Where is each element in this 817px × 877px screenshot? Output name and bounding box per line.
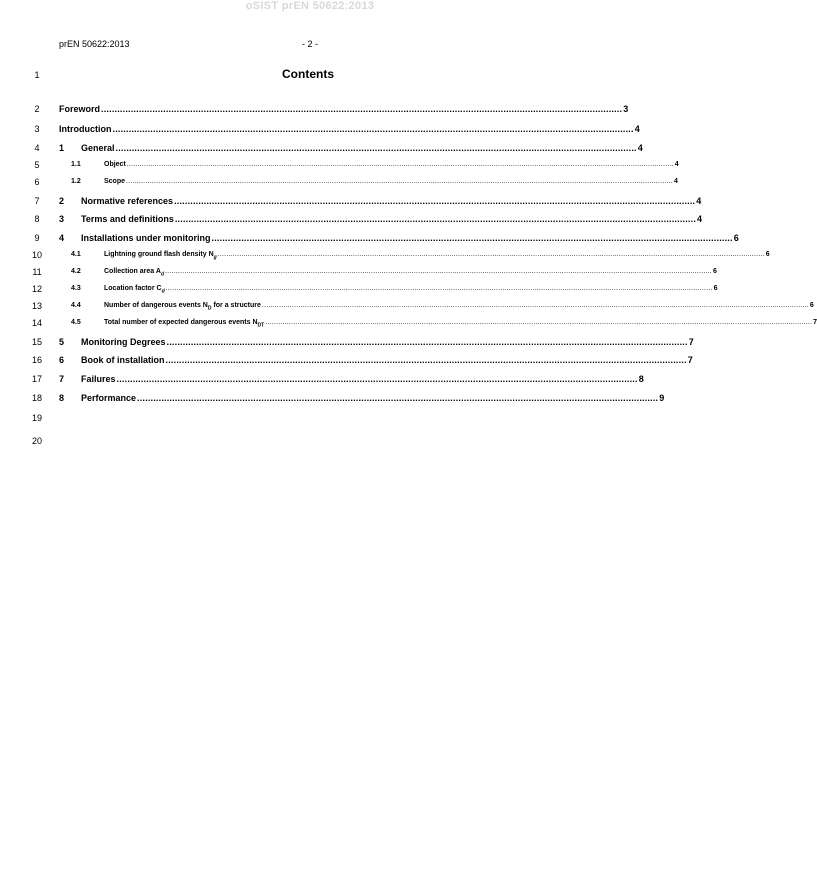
toc-entry-subscript: D — [207, 305, 212, 312]
toc-entry-page: 6 — [712, 268, 717, 275]
toc-entry-title: Scope — [104, 178, 126, 185]
toc-entry-page: 4 — [696, 196, 702, 206]
page-number: - 2 - — [301, 39, 318, 49]
toc-entry-introduction[interactable] — [59, 124, 640, 134]
toc-entry-collection-area[interactable] — [71, 268, 717, 278]
line-number: 10 — [31, 250, 42, 260]
toc-leader: ............................................................................................................................................................................................................................................................... — [126, 161, 674, 168]
toc-entry-book-of-installation[interactable] — [59, 355, 693, 365]
toc-entry-number: 3 — [59, 214, 65, 224]
toc-entry-page: 4 — [674, 161, 679, 168]
toc-entry-title: Failures — [81, 374, 116, 384]
toc-entry-subscript: d — [161, 288, 165, 295]
toc-entry-number: 1.1 — [71, 161, 81, 168]
document-id: prEN 50622:2013 — [59, 39, 130, 49]
toc-leader: ................................................................................................................................................................................................. — [112, 124, 634, 134]
toc-entry-title: Number of dangerous events $N_D$ for a structure — [104, 302, 261, 312]
toc-entry-title: Book of installation — [81, 355, 165, 365]
line-number: 1 — [34, 70, 40, 80]
line-number: 6 — [34, 177, 40, 187]
toc-leader: ................................................................................................................................................................................................. — [115, 143, 637, 153]
line-number: 2 — [34, 104, 40, 114]
toc-entry-page: 7 — [688, 337, 694, 347]
line-number: 14 — [31, 318, 42, 328]
line-number: 8 — [34, 214, 40, 224]
toc-leader: ................................................................................................................................................................................................. — [174, 214, 697, 224]
toc-entry-number: 4.1 — [71, 251, 81, 258]
toc-entry-title: Installations under monitoring — [81, 233, 211, 243]
toc-entry-title: Introduction — [59, 124, 112, 134]
toc-entry-number: 4 — [59, 233, 65, 243]
toc-entry-title: Location factor $C_d$ — [104, 285, 165, 295]
toc-leader: ................................................................................................................................................................................................. — [166, 337, 688, 347]
toc-entry-object[interactable] — [71, 161, 679, 168]
toc-leader: ................................................................................................................................................................................................. — [211, 233, 733, 243]
line-number: 11 — [32, 267, 42, 277]
toc-entry-page: 8 — [638, 374, 644, 384]
toc-entry-page: 4 — [637, 143, 643, 153]
toc-entry-total-expected-dangerous-events[interactable] — [71, 319, 817, 329]
toc-entry-number: 1 — [59, 143, 65, 153]
toc-entry-page: 7 — [687, 355, 693, 365]
toc-leader: ............................................................................................................................................................................................................................................................... — [126, 178, 673, 185]
toc-entry-title: Foreword — [59, 104, 101, 114]
toc-leader: ................................................................................................................................................................................................. — [174, 196, 696, 206]
toc-entry-number: 1.2 — [71, 178, 81, 185]
toc-entry-subscript: g — [213, 254, 217, 261]
watermark: oSIST prEN 50622:2013 — [245, 0, 375, 12]
toc-entry-number: 7 — [59, 374, 65, 384]
toc-entry-location-factor[interactable] — [71, 285, 718, 295]
toc-entry-page: 3 — [623, 104, 629, 114]
toc-entry-performance[interactable] — [59, 393, 665, 403]
line-number: 15 — [31, 337, 42, 347]
toc-entry-page: 6 — [765, 251, 770, 258]
toc-entry-number: 8 — [59, 393, 65, 403]
toc-leader: ............................................................................................................................................................................................................................................................... — [265, 319, 813, 326]
toc-entry-page: 4 — [697, 214, 703, 224]
toc-entry-page: 6 — [809, 302, 814, 309]
toc-leader: ................................................................................................................................................................................................. — [101, 104, 623, 114]
page-title: Contents — [282, 67, 334, 81]
toc-entry-subscript: DT — [257, 322, 265, 329]
toc-entry-scope[interactable] — [71, 178, 678, 185]
toc-entry-page: 7 — [813, 319, 817, 326]
line-number: 3 — [34, 124, 40, 134]
toc-entry-title: Terms and definitions — [81, 214, 174, 224]
line-number: 12 — [31, 284, 42, 294]
toc-entry-title: Total number of expected dangerous events $N_{DT}$ — [104, 319, 265, 329]
line-number: 16 — [31, 355, 42, 365]
toc-entry-normative-references[interactable] — [59, 196, 702, 206]
toc-entry-number: 2 — [59, 196, 65, 206]
toc-entry-page: 6 — [713, 285, 718, 292]
toc-entry-number: 6 — [59, 355, 65, 365]
toc-leader: ............................................................................................................................................................................................................................................................... — [165, 268, 712, 275]
toc-entry-number: 4.2 — [71, 268, 81, 275]
toc-entry-monitoring-degrees[interactable] — [59, 337, 694, 347]
toc-entry-number: 4.4 — [71, 302, 81, 309]
line-number: 19 — [31, 413, 42, 423]
toc-entry-title: Collection area $A_d$ — [104, 268, 165, 278]
line-number: 7 — [34, 196, 40, 206]
toc-entry-subscript: d — [160, 271, 165, 278]
toc-entry-general[interactable] — [59, 143, 643, 153]
toc-entry-page: 4 — [634, 124, 640, 134]
toc-entry-failures[interactable] — [59, 374, 644, 384]
toc-entry-page: 9 — [659, 393, 665, 403]
toc-entry-number-of-dangerous-events[interactable] — [71, 302, 814, 312]
line-number: 13 — [31, 301, 42, 311]
line-number: 18 — [31, 393, 42, 403]
line-number: 5 — [34, 160, 40, 170]
toc-entry-title: General — [81, 143, 115, 153]
toc-leader: ............................................................................................................................................................................................................................................................... — [217, 251, 765, 258]
toc-entry-page: 6 — [733, 233, 739, 243]
toc-entry-lightning-ground-flash-density[interactable] — [71, 251, 770, 261]
toc-entry-number: 5 — [59, 337, 65, 347]
line-number: 9 — [34, 233, 40, 243]
toc-leader: ................................................................................................................................................................................................. — [116, 374, 638, 384]
line-number: 17 — [31, 374, 42, 384]
toc-entry-terms-and-definitions[interactable] — [59, 214, 703, 224]
toc-entry-foreword[interactable] — [59, 104, 629, 114]
line-number: 20 — [31, 436, 42, 446]
toc-entry-title: Object — [104, 161, 126, 168]
toc-entry-title: Normative references — [81, 196, 174, 206]
toc-entry-number: 4.5 — [71, 319, 81, 326]
toc-leader: ................................................................................................................................................................................................. — [137, 393, 659, 403]
toc-entry-installations-under-monitoring[interactable] — [59, 233, 739, 243]
toc-entry-title: Monitoring Degrees — [81, 337, 166, 347]
toc-leader: ................................................................................................................................................................................................. — [165, 355, 687, 365]
toc-entry-page: 4 — [673, 178, 678, 185]
toc-entry-title: Performance — [81, 393, 137, 403]
toc-leader: ............................................................................................................................................................................................................................................................... — [261, 302, 809, 309]
toc-entry-number: 4.3 — [71, 285, 81, 292]
toc-entry-title: Lightning ground flash density $N_g$ — [104, 251, 217, 261]
toc-leader: ............................................................................................................................................................................................................................................................... — [165, 285, 713, 292]
line-number: 4 — [34, 143, 40, 153]
